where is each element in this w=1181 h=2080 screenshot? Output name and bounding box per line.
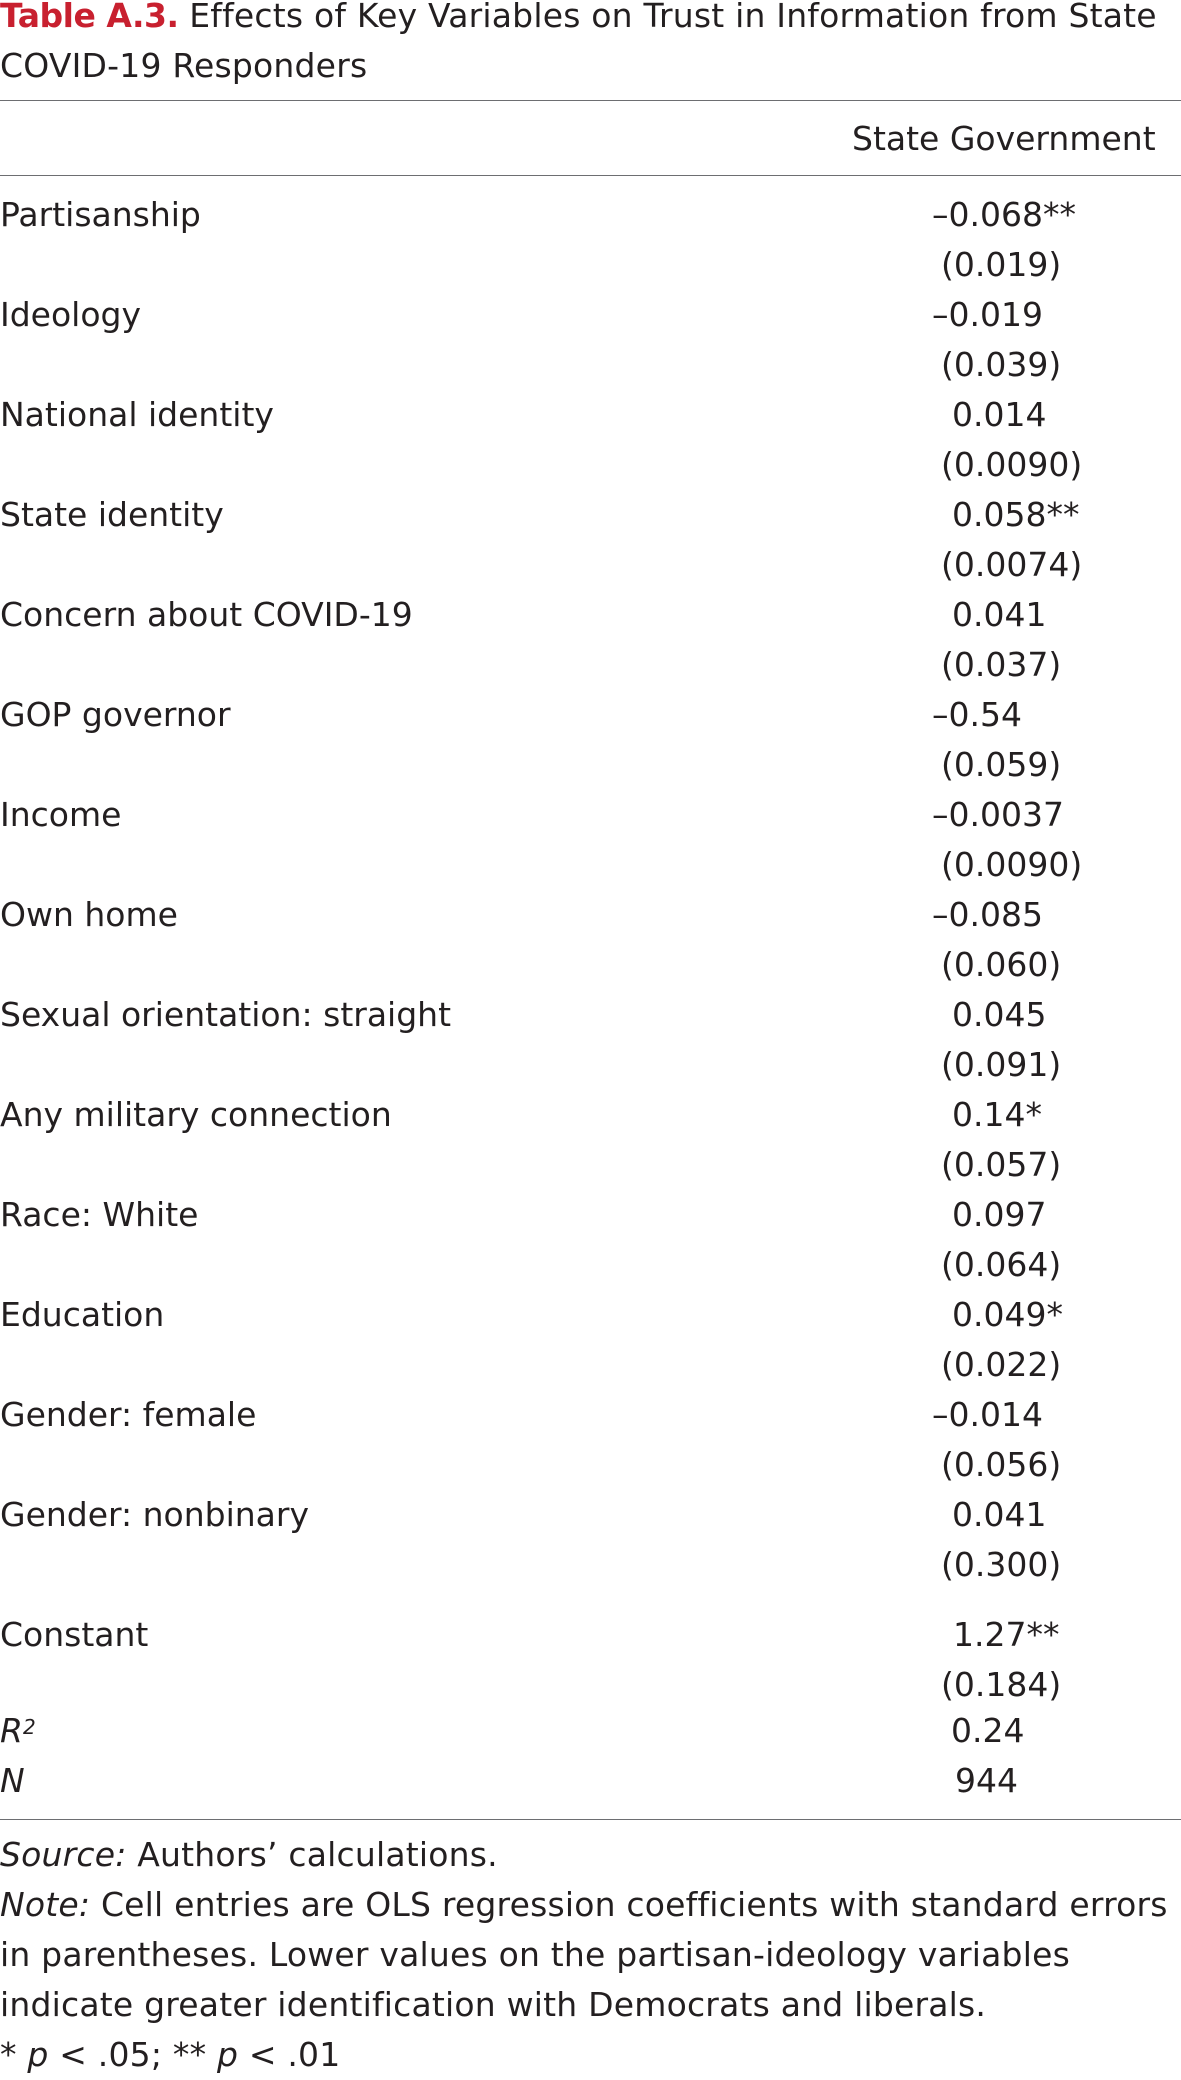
row-variable: National identity [0,395,274,434]
row-coefficient: –0.085 [932,895,1043,934]
row-coefficient: 0.14* [952,1095,1042,1134]
row-coefficient: 0.049* [952,1295,1063,1334]
row-variable: State identity [0,495,224,534]
explanatory-note: Note: Cell entries are OLS regression coefficients with standard errors in parentheses. Lower values on the partisan-ideology variables indicate greater identification with Democrats and liberals. [0,1885,1168,2024]
row-variable: Ideology [0,295,142,334]
table-row [0,690,1181,790]
table-row [0,190,1181,290]
significance-note: * p < .05; ** p < .01 [0,2035,341,2074]
row-variable: Partisanship [0,195,201,234]
row-standard-error: (0.056) [941,1445,1062,1484]
row-standard-error: (0.091) [941,1045,1062,1084]
row-coefficient: –0.54 [932,695,1022,734]
row-coefficient: 0.041 [952,595,1047,634]
row-standard-error: (0.0090) [941,845,1083,884]
row-coefficient: –0.014 [932,1395,1043,1434]
row-standard-error: (0.019) [941,245,1062,284]
n-row [0,1756,1181,1806]
row-standard-error: (0.022) [941,1345,1062,1384]
row-coefficient: 0.097 [952,1195,1047,1234]
table-notes [0,1830,1181,2080]
table-row [0,890,1181,990]
table-row [0,990,1181,1090]
row-standard-error: (0.300) [941,1545,1062,1584]
row-variable: Own home [0,895,178,934]
n-value: 944 [955,1761,1018,1800]
row-standard-error: (0.064) [941,1245,1062,1284]
row-coefficient: –0.068** [932,195,1076,234]
row-coefficient: 1.27** [953,1615,1060,1654]
row-variable: Any military connection [0,1095,392,1134]
row-variable: Income [0,795,122,834]
row-coefficient: –0.019 [932,295,1043,334]
top-rule [0,100,1181,101]
table-label: Table A.3. [0,0,179,35]
source-note: Source: Authors’ calculations. [0,1835,498,1874]
row-variable: Concern about COVID-19 [0,595,413,634]
row-variable: Gender: female [0,1395,257,1434]
row-variable: Race: White [0,1195,199,1234]
table-row [0,390,1181,490]
table-row [0,1090,1181,1190]
row-variable: Gender: nonbinary [0,1495,310,1534]
r-squared-label: $R^2$ [0,1711,36,1750]
row-coefficient: 0.041 [952,1495,1047,1534]
row-variable: Constant [0,1615,149,1654]
table-row [0,590,1181,690]
row-variable: GOP governor [0,695,231,734]
table-row [0,290,1181,390]
row-standard-error: (0.037) [941,645,1062,684]
row-standard-error: (0.057) [941,1145,1062,1184]
row-coefficient: 0.045 [952,995,1047,1034]
table-caption [0,0,1181,91]
table-title: Effects of Key Variables on Trust in Information from State COVID-19 Responders [0,0,1157,85]
row-coefficient: 0.058** [952,495,1080,534]
column-header: State Government [852,119,1156,158]
row-standard-error: (0.039) [941,345,1062,384]
row-variable: Education [0,1295,165,1334]
table-row [0,490,1181,590]
row-standard-error: (0.184) [941,1665,1062,1704]
table-row [0,1190,1181,1290]
row-standard-error: (0.060) [941,945,1062,984]
table-row [0,1390,1181,1490]
header-rule [0,175,1181,176]
n-label: N [0,1761,25,1800]
r-squared-row [0,1706,1181,1756]
table-row [0,1290,1181,1390]
row-coefficient: –0.0037 [932,795,1064,834]
r-squared-value: 0.24 [951,1711,1025,1750]
bottom-rule [0,1819,1181,1820]
row-standard-error: (0.0090) [941,445,1083,484]
table-row [0,790,1181,890]
row-coefficient: 0.014 [952,395,1047,434]
table-row-constant [0,1610,1181,1710]
row-standard-error: (0.0074) [941,545,1083,584]
table-row [0,1490,1181,1590]
row-standard-error: (0.059) [941,745,1062,784]
row-variable: Sexual orientation: straight [0,995,452,1034]
